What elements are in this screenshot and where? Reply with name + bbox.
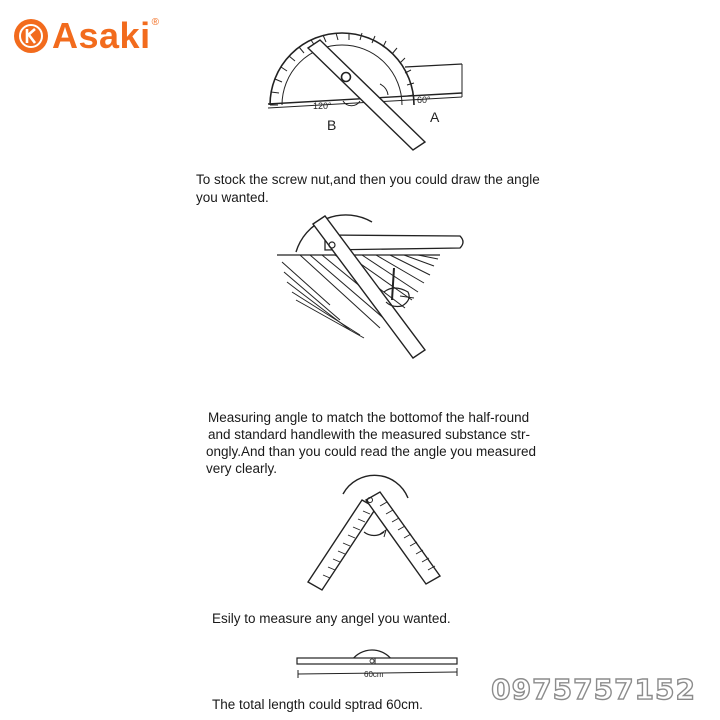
- caption-1-line-1: To stock the screw nut,and then you could draw the angle: [196, 172, 540, 187]
- caption-3: Esily to measure any angel you wanted.: [212, 611, 451, 626]
- caption-2-line-3: ongly.And than you could read the angle you measured: [206, 444, 536, 459]
- phone-watermark: 0975757152: [491, 673, 696, 706]
- length-60cm-label: 60cm: [364, 670, 384, 679]
- caption-4: The total length could sptrad 60cm.: [212, 697, 423, 712]
- caption-2-line-4: very clearly.: [206, 461, 278, 476]
- angle-120-label: 120°: [313, 101, 332, 111]
- point-a-label: A: [430, 109, 440, 125]
- caption-1-line-2: you wanted.: [196, 190, 269, 205]
- angle-60-label: 60°: [417, 95, 431, 105]
- registered-mark: ®: [151, 16, 159, 28]
- caption-2-line-2: and standard handlewith the measured substance str-: [208, 427, 530, 442]
- caption-2-line-1: Measuring angle to match the bottomof the half-round: [208, 410, 530, 425]
- brand-name: Asaki: [52, 15, 151, 56]
- point-b-label: B: [327, 117, 337, 133]
